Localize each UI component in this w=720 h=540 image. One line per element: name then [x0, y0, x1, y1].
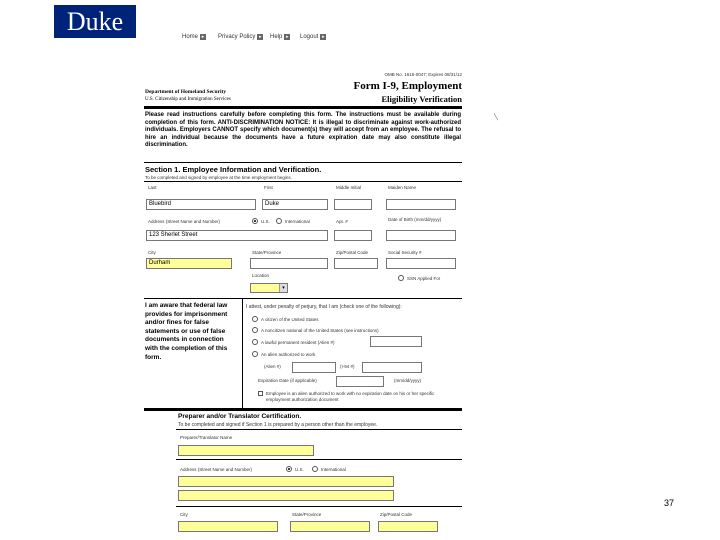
- preparer-international-label: International: [321, 467, 346, 472]
- aware-text: I am aware that federal law provides for imprisonment and/or fines for false statements or use of false documents in connection with the completion of this form.: [145, 302, 228, 361]
- state-label: State/Province: [252, 250, 282, 255]
- preparer-subtitle: To be completed and signed if Section 1 is prepared by a person other than the employee.: [178, 422, 378, 428]
- form-title: Form I-9, Employment: [353, 80, 462, 92]
- attest-title: I attest, under penalty of perjury, that I am (check one of the following):: [246, 304, 402, 310]
- nav-home-label: Home: [182, 34, 199, 40]
- apt-label: Apt. #: [336, 219, 348, 224]
- preparer-address-input-2[interactable]: [178, 490, 394, 501]
- city-label: City: [148, 250, 156, 255]
- ssn-input[interactable]: [386, 258, 456, 269]
- no-expiration-label: Employee is an alien authorized to work with no expiration date on his or her specific employment authorization document: [266, 391, 435, 402]
- divider: [176, 429, 462, 430]
- agency-name: U.S. Citizenship and Immigration Services: [145, 97, 231, 102]
- us-radio[interactable]: [252, 218, 258, 224]
- divider: [144, 162, 462, 163]
- ssn-label: Social Security #: [388, 250, 422, 255]
- omb-number: OMB No. 1615-0047; Expires 08/31/12: [384, 72, 462, 77]
- permanent-resident-radio[interactable]: [252, 339, 258, 345]
- first-name-label: First: [264, 185, 273, 190]
- preparer-city-label: City: [180, 512, 188, 517]
- nav-privacy-label: Privacy Policy: [218, 34, 256, 40]
- i94-label: (I-94 #): [340, 364, 355, 369]
- divider: [144, 181, 462, 182]
- alien-number-label: (Alien #): [264, 364, 281, 369]
- preparer-address-label: Address (Street Name and Number): [180, 467, 253, 472]
- form-subtitle: Eligibility Verification: [381, 94, 462, 104]
- preparer-name-input[interactable]: [178, 445, 314, 456]
- international-label: International: [285, 219, 310, 224]
- expiration-input[interactable]: [336, 376, 384, 387]
- citizen-radio[interactable]: [252, 316, 258, 322]
- apt-input[interactable]: [334, 230, 372, 241]
- preparer-us-radio[interactable]: [286, 466, 292, 472]
- international-radio[interactable]: [276, 218, 282, 224]
- divider: [144, 298, 462, 299]
- city-input[interactable]: Durham: [146, 258, 232, 269]
- preparer-state-input[interactable]: [290, 521, 370, 532]
- expiration-label: Expiration Date (if applicable): [258, 378, 317, 383]
- nav-help-label: Help: [270, 34, 283, 40]
- state-input[interactable]: [250, 258, 328, 269]
- no-expiration-checkbox[interactable]: [258, 391, 263, 396]
- date-format-label: (mm/dd/yyyy): [394, 378, 421, 383]
- last-name-label: Last: [148, 185, 157, 190]
- preparer-name-label: Preparer/Translator Name: [180, 435, 233, 440]
- maiden-name-input[interactable]: [386, 199, 456, 210]
- divider: [144, 408, 462, 411]
- citizen-label: A citizen of the United States: [261, 317, 319, 322]
- ssn-applied-radio[interactable]: [398, 275, 404, 281]
- preparer-zip-input[interactable]: [378, 521, 438, 532]
- slide-page-number: 37: [664, 498, 675, 508]
- middle-initial-label: Middle Initial: [336, 185, 362, 190]
- arrow-right-icon: ▸: [322, 34, 325, 40]
- location-label: Location: [252, 273, 270, 278]
- ssn-applied-label: SSN Applied For: [407, 276, 441, 281]
- nav-privacy-policy[interactable]: [218, 34, 263, 40]
- divider: [144, 106, 462, 109]
- dob-input[interactable]: [386, 230, 456, 241]
- address-input[interactable]: 123 Sherlet Street: [146, 230, 328, 241]
- divider: [176, 506, 462, 507]
- section1-title: Section 1. Employee Information and Verification.: [145, 165, 322, 174]
- i9-form: [140, 62, 466, 540]
- section1-subtitle: To be completed and signed by employee at the time employment begins.: [145, 175, 292, 180]
- middle-initial-input[interactable]: [334, 199, 372, 210]
- arrow-right-icon: ▸: [201, 34, 205, 40]
- maiden-name-label: Maiden Name: [388, 185, 417, 190]
- dob-label: Date of Birth (mm/dd/yyyy): [388, 217, 442, 222]
- noncitizen-national-label: A noncitizen national of the United States (see instructions): [261, 328, 379, 333]
- address-label: Address (Street Name and Number): [148, 219, 221, 224]
- arrow-right-icon: ▸: [259, 34, 262, 40]
- last-name-input[interactable]: Bluebird: [146, 199, 256, 210]
- instructions-text: Please read instructions carefully before completing this form. The instructions must be available during completion of this form. ANTI-DISCRIMINATION NOTICE: It is illegal to discriminate against work-authorized individuals. Employers CANNOT specify which document(s) they will accept from an employee. The refusal to hire an individual because the documents have a future expiration date may also constitute illegal discrimination.: [145, 112, 461, 149]
- nav-logout[interactable]: [300, 34, 326, 40]
- preparer-state-label: State/Province: [292, 512, 322, 517]
- department-name: Department of Homeland Security: [145, 89, 227, 95]
- column-divider: [242, 298, 243, 408]
- nav-home[interactable]: [182, 34, 206, 40]
- edge-mark-icon: ⟋: [491, 112, 502, 122]
- alien-auth-input[interactable]: [292, 362, 336, 373]
- us-label: U.S.: [261, 219, 270, 224]
- divider: [176, 459, 462, 460]
- zip-label: Zip/Postal Code: [336, 250, 369, 255]
- preparer-zip-label: Zip/Postal Code: [380, 512, 413, 517]
- preparer-us-label: U.S.: [295, 467, 304, 472]
- location-select[interactable]: [250, 283, 288, 293]
- alien-number-input[interactable]: [370, 336, 422, 347]
- zip-input[interactable]: [334, 258, 378, 269]
- preparer-title: Preparer and/or Translator Certification.: [178, 413, 302, 420]
- duke-logo: Duke: [54, 5, 136, 38]
- authorized-alien-label: An alien authorized to work: [261, 352, 316, 357]
- chevron-down-icon: ▾: [279, 284, 287, 292]
- preparer-city-input[interactable]: [178, 521, 278, 532]
- authorized-alien-radio[interactable]: [252, 351, 258, 357]
- first-name-input[interactable]: Duke: [262, 199, 328, 210]
- preparer-international-radio[interactable]: [312, 466, 318, 472]
- i94-input[interactable]: [362, 362, 422, 373]
- permanent-resident-label: A lawful permanent resident (Alien #): [261, 340, 335, 345]
- noncitizen-national-radio[interactable]: [252, 327, 258, 333]
- arrow-right-icon: ▸: [286, 34, 289, 40]
- nav-logout-label: Logout: [300, 34, 319, 40]
- nav-help[interactable]: [270, 34, 290, 40]
- preparer-address-input-1[interactable]: [178, 476, 394, 487]
